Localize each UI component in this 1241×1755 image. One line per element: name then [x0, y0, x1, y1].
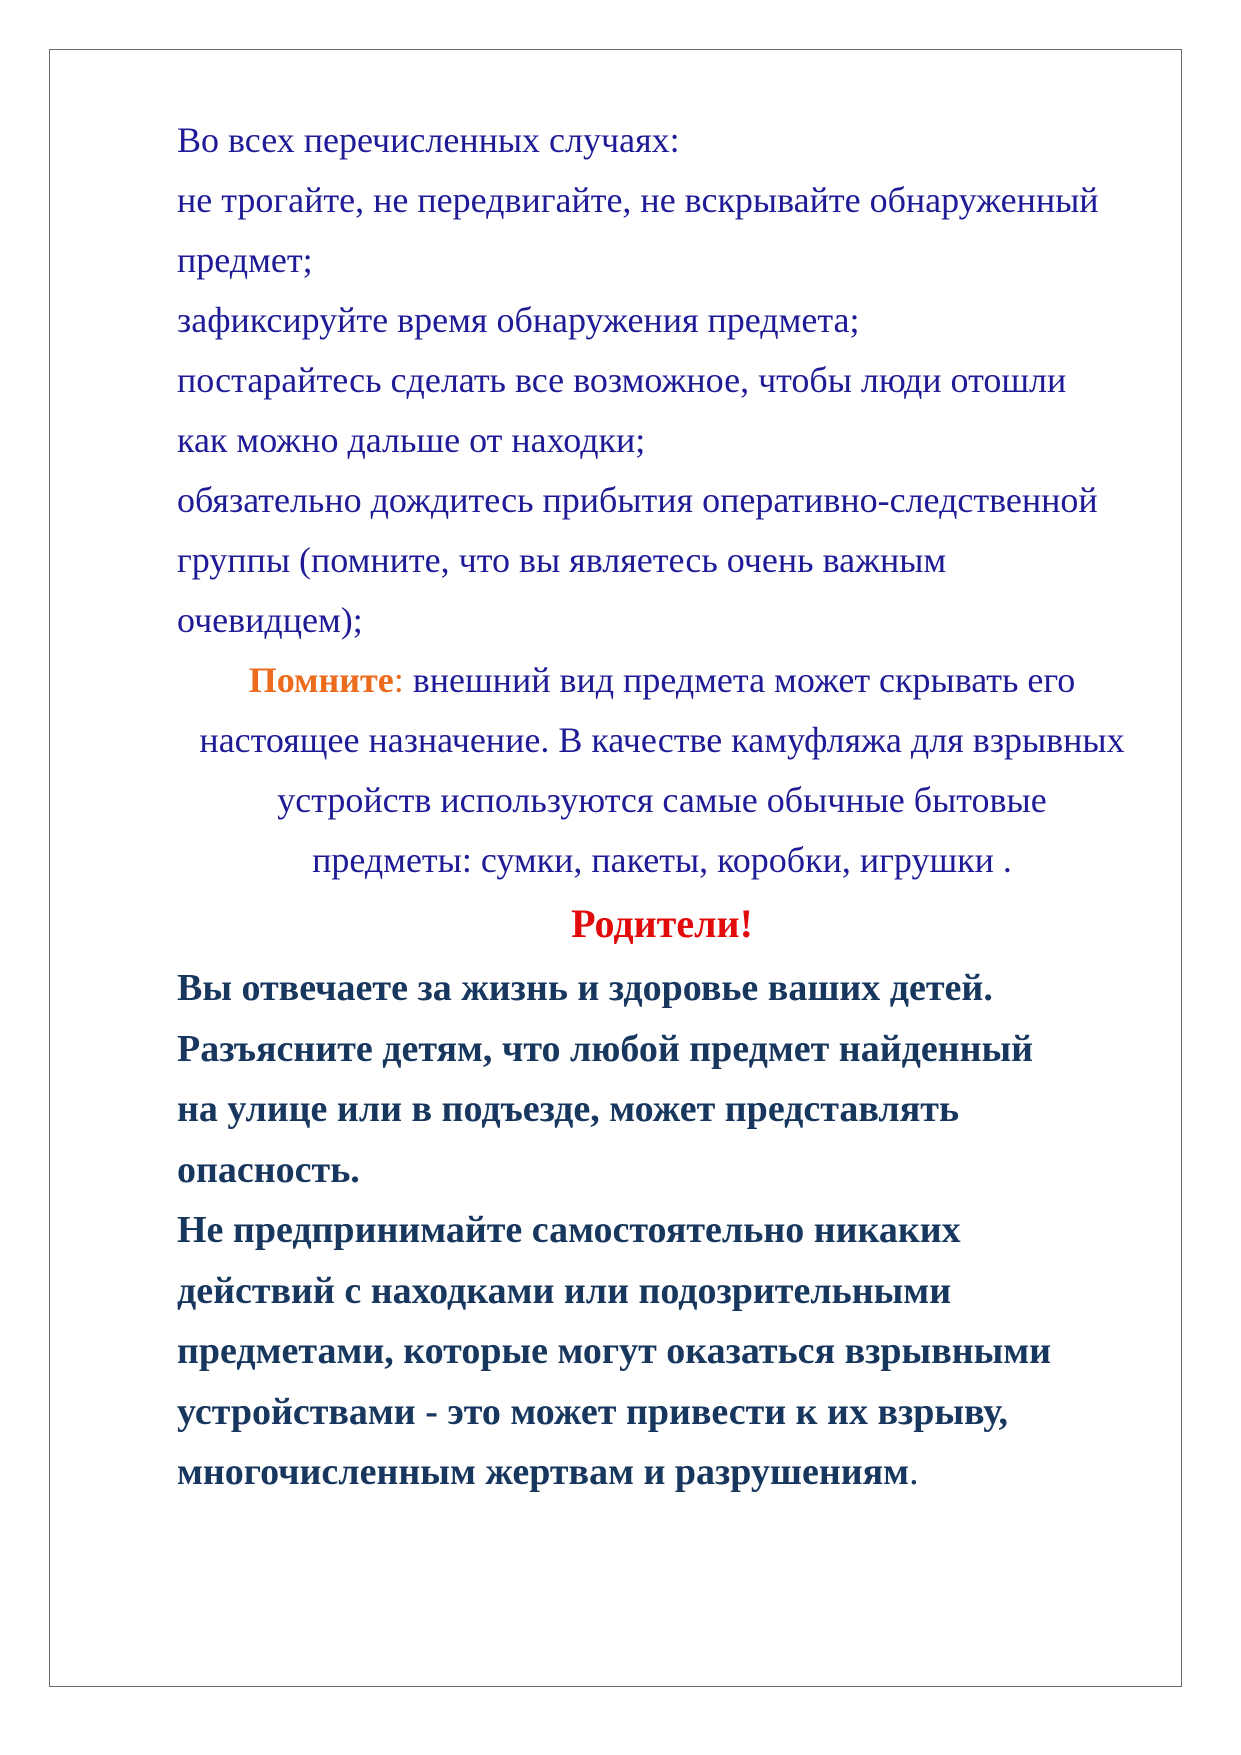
parents-heading: Родители! [571, 901, 753, 946]
intro-line: как можно дальше от находки; [177, 420, 646, 460]
remember-line: устройств используются самые обычные бытовые [277, 780, 1047, 820]
parents-line: предметами, которые могут оказаться взрывными [177, 1330, 1052, 1372]
intro-line: зафиксируйте время обнаружения предмета; [177, 300, 860, 340]
parents-line: Не предпринимайте самостоятельно никаких [177, 1209, 961, 1251]
parents-line-last [177, 1442, 1167, 1503]
intro-line: не трогайте, не передвигайте, не вскрывайте обнаруженный [177, 180, 1099, 220]
document-content [177, 110, 1167, 1503]
intro-line: очевидцем); [177, 600, 363, 640]
parents-last-text: многочисленным жертвам и разрушениям [177, 1451, 910, 1493]
remember-line: предметы: сумки, пакеты, коробки, игрушки . [312, 840, 1012, 880]
intro-line: постарайтесь сделать все возможное, чтобы люди отошли [177, 360, 1067, 400]
parents-line: устройствами - это может привести к их взрыву, [177, 1390, 1008, 1433]
parents-line: опасность. [177, 1148, 360, 1191]
parents-line: на улице или в подъезде, может представлять [177, 1088, 960, 1130]
parents-last-dot: . [909, 1451, 919, 1493]
intro-line: Во всех перечисленных случаях: [177, 120, 680, 160]
remember-colon: : [393, 660, 404, 700]
parents-line: действий с находками или подозрительными [177, 1269, 952, 1312]
remember-block [177, 650, 1147, 890]
parents-line: Вы отвечаете за жизнь и здоровье ваших детей. [177, 967, 993, 1009]
remember-label: Помните [248, 660, 394, 700]
parents-block [177, 958, 1167, 1503]
remember-text: внешний вид предмета может скрывать его [403, 660, 1076, 700]
intro-line: обязательно дождитесь прибытия оперативно-следственной [177, 480, 1098, 520]
remember-line: настоящее назначение. В качестве камуфляжа для взрывных [199, 720, 1125, 760]
intro-block [177, 110, 1167, 650]
intro-line: предмет; [177, 240, 313, 280]
remember-line [177, 650, 1147, 710]
intro-line: группы (помните, что вы являетесь очень важным [177, 540, 947, 580]
parents-line: Разъясните детям, что любой предмет найденный [177, 1027, 1034, 1070]
